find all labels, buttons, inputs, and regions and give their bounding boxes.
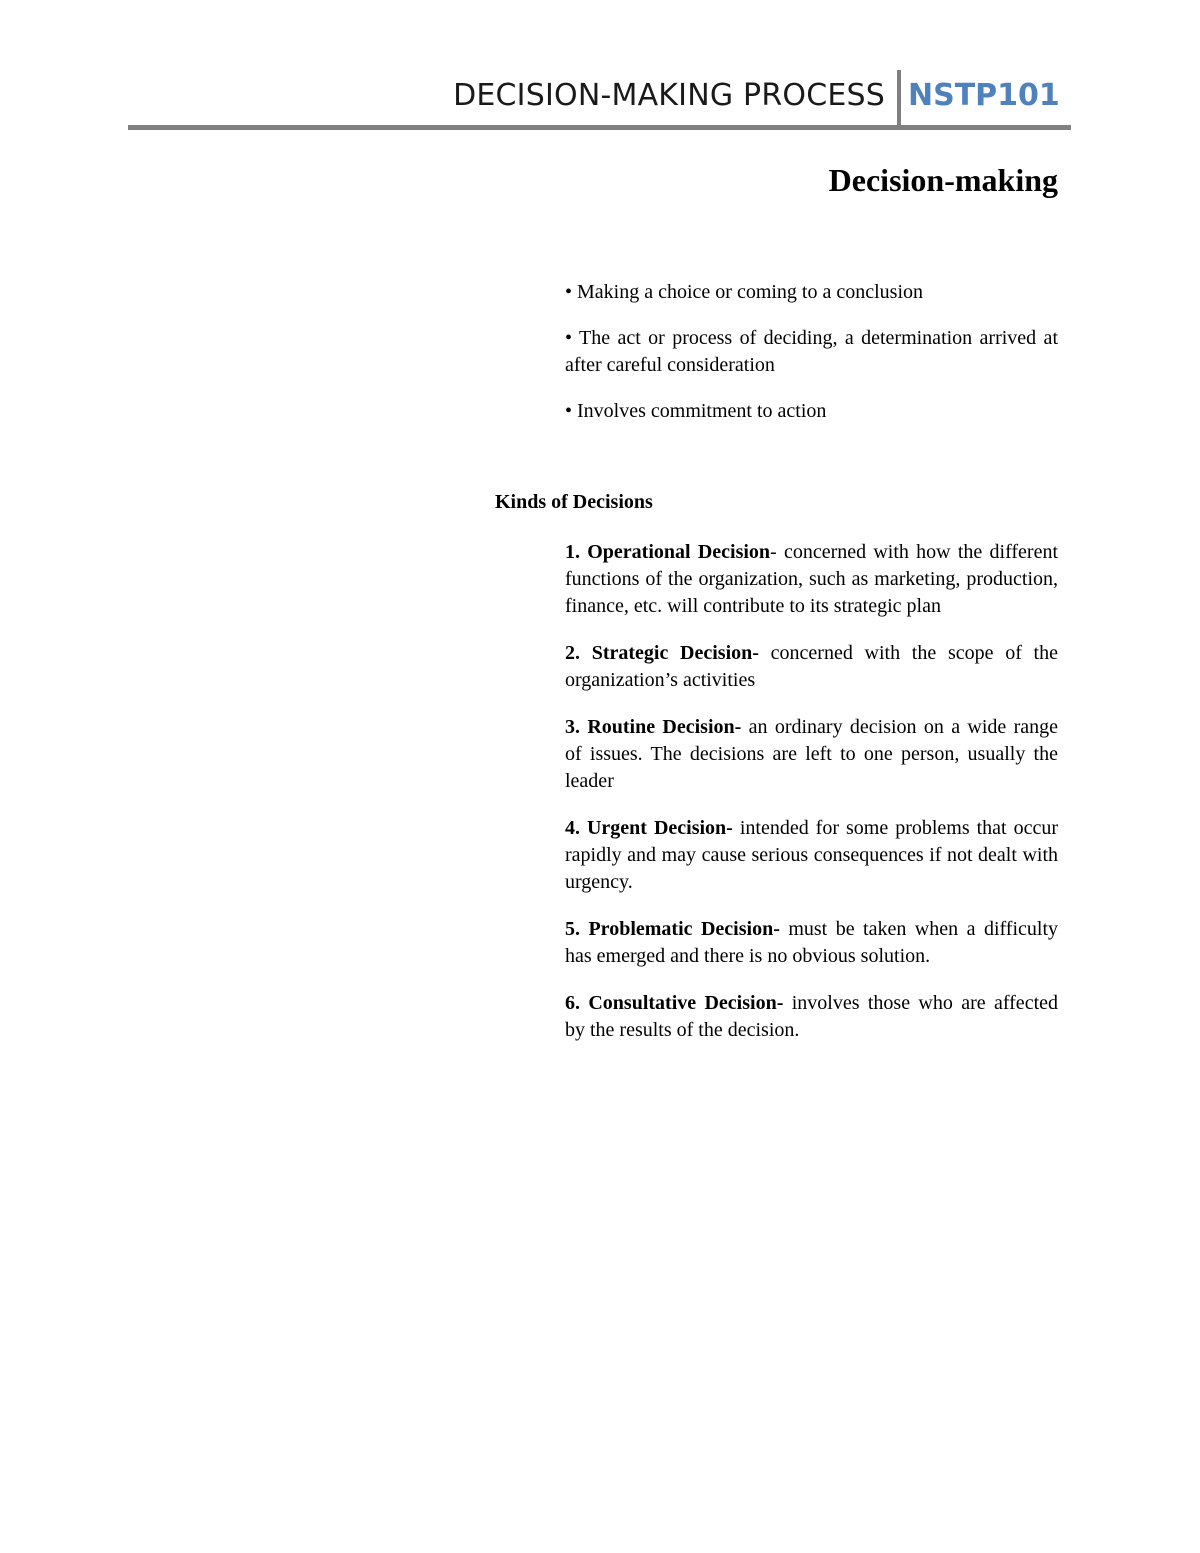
- header-separator: [897, 70, 901, 126]
- kind-term: 1. Operational Decision: [565, 541, 771, 563]
- kind-description: concerned with the scope of the organization’s activities: [565, 642, 1058, 691]
- header-title: DECISION-MAKING PROCESS: [453, 78, 885, 113]
- kind-term: 3. Routine Decision-: [565, 716, 742, 738]
- kinds-list: [565, 539, 1058, 1064]
- kind-description: intended for some problems that occur rapidly and may cause serious consequences if not dealt with urgency.: [565, 817, 1059, 893]
- page-header: [128, 68, 1071, 132]
- definition-bullet: • Involves commitment to action: [565, 400, 827, 422]
- definition-bullet: • The act or process of deciding, a determination arrived at after careful consideration: [565, 327, 1058, 376]
- kind-term: 2. Strategic Decision-: [565, 642, 759, 664]
- kind-item: [565, 714, 1058, 795]
- definition-bullets: [565, 279, 1058, 444]
- definition-bullet: • Making a choice or coming to a conclusion: [565, 281, 924, 303]
- header-rule: [128, 125, 1071, 130]
- kind-term: 4. Urgent Decision-: [565, 817, 733, 839]
- kind-description: an ordinary decision on a wide range of issues. The decisions are left to one person, usually the leader: [565, 716, 1058, 792]
- kind-term: 6. Consultative Decision-: [565, 992, 784, 1014]
- kind-item: [565, 815, 1058, 896]
- kind-item: [565, 640, 1058, 694]
- kind-item: [565, 539, 1058, 620]
- kind-item: [565, 916, 1058, 970]
- kinds-heading: Kinds of Decisions: [495, 491, 653, 513]
- kind-description: must be taken when a difficulty has emerged and there is no obvious solution.: [565, 918, 1059, 967]
- kind-item: [565, 990, 1058, 1044]
- kind-description: involves those who are affected by the results of the decision.: [565, 992, 1058, 1041]
- kind-term: 5. Problematic Decision-: [565, 918, 780, 940]
- kind-description: - concerned with how the different functions of the organization, such as marketing, production, finance, etc. will contribute to its strategic plan: [565, 541, 1059, 617]
- page-title: Decision-making: [828, 162, 1058, 198]
- course-code: NSTP101: [908, 78, 1060, 113]
